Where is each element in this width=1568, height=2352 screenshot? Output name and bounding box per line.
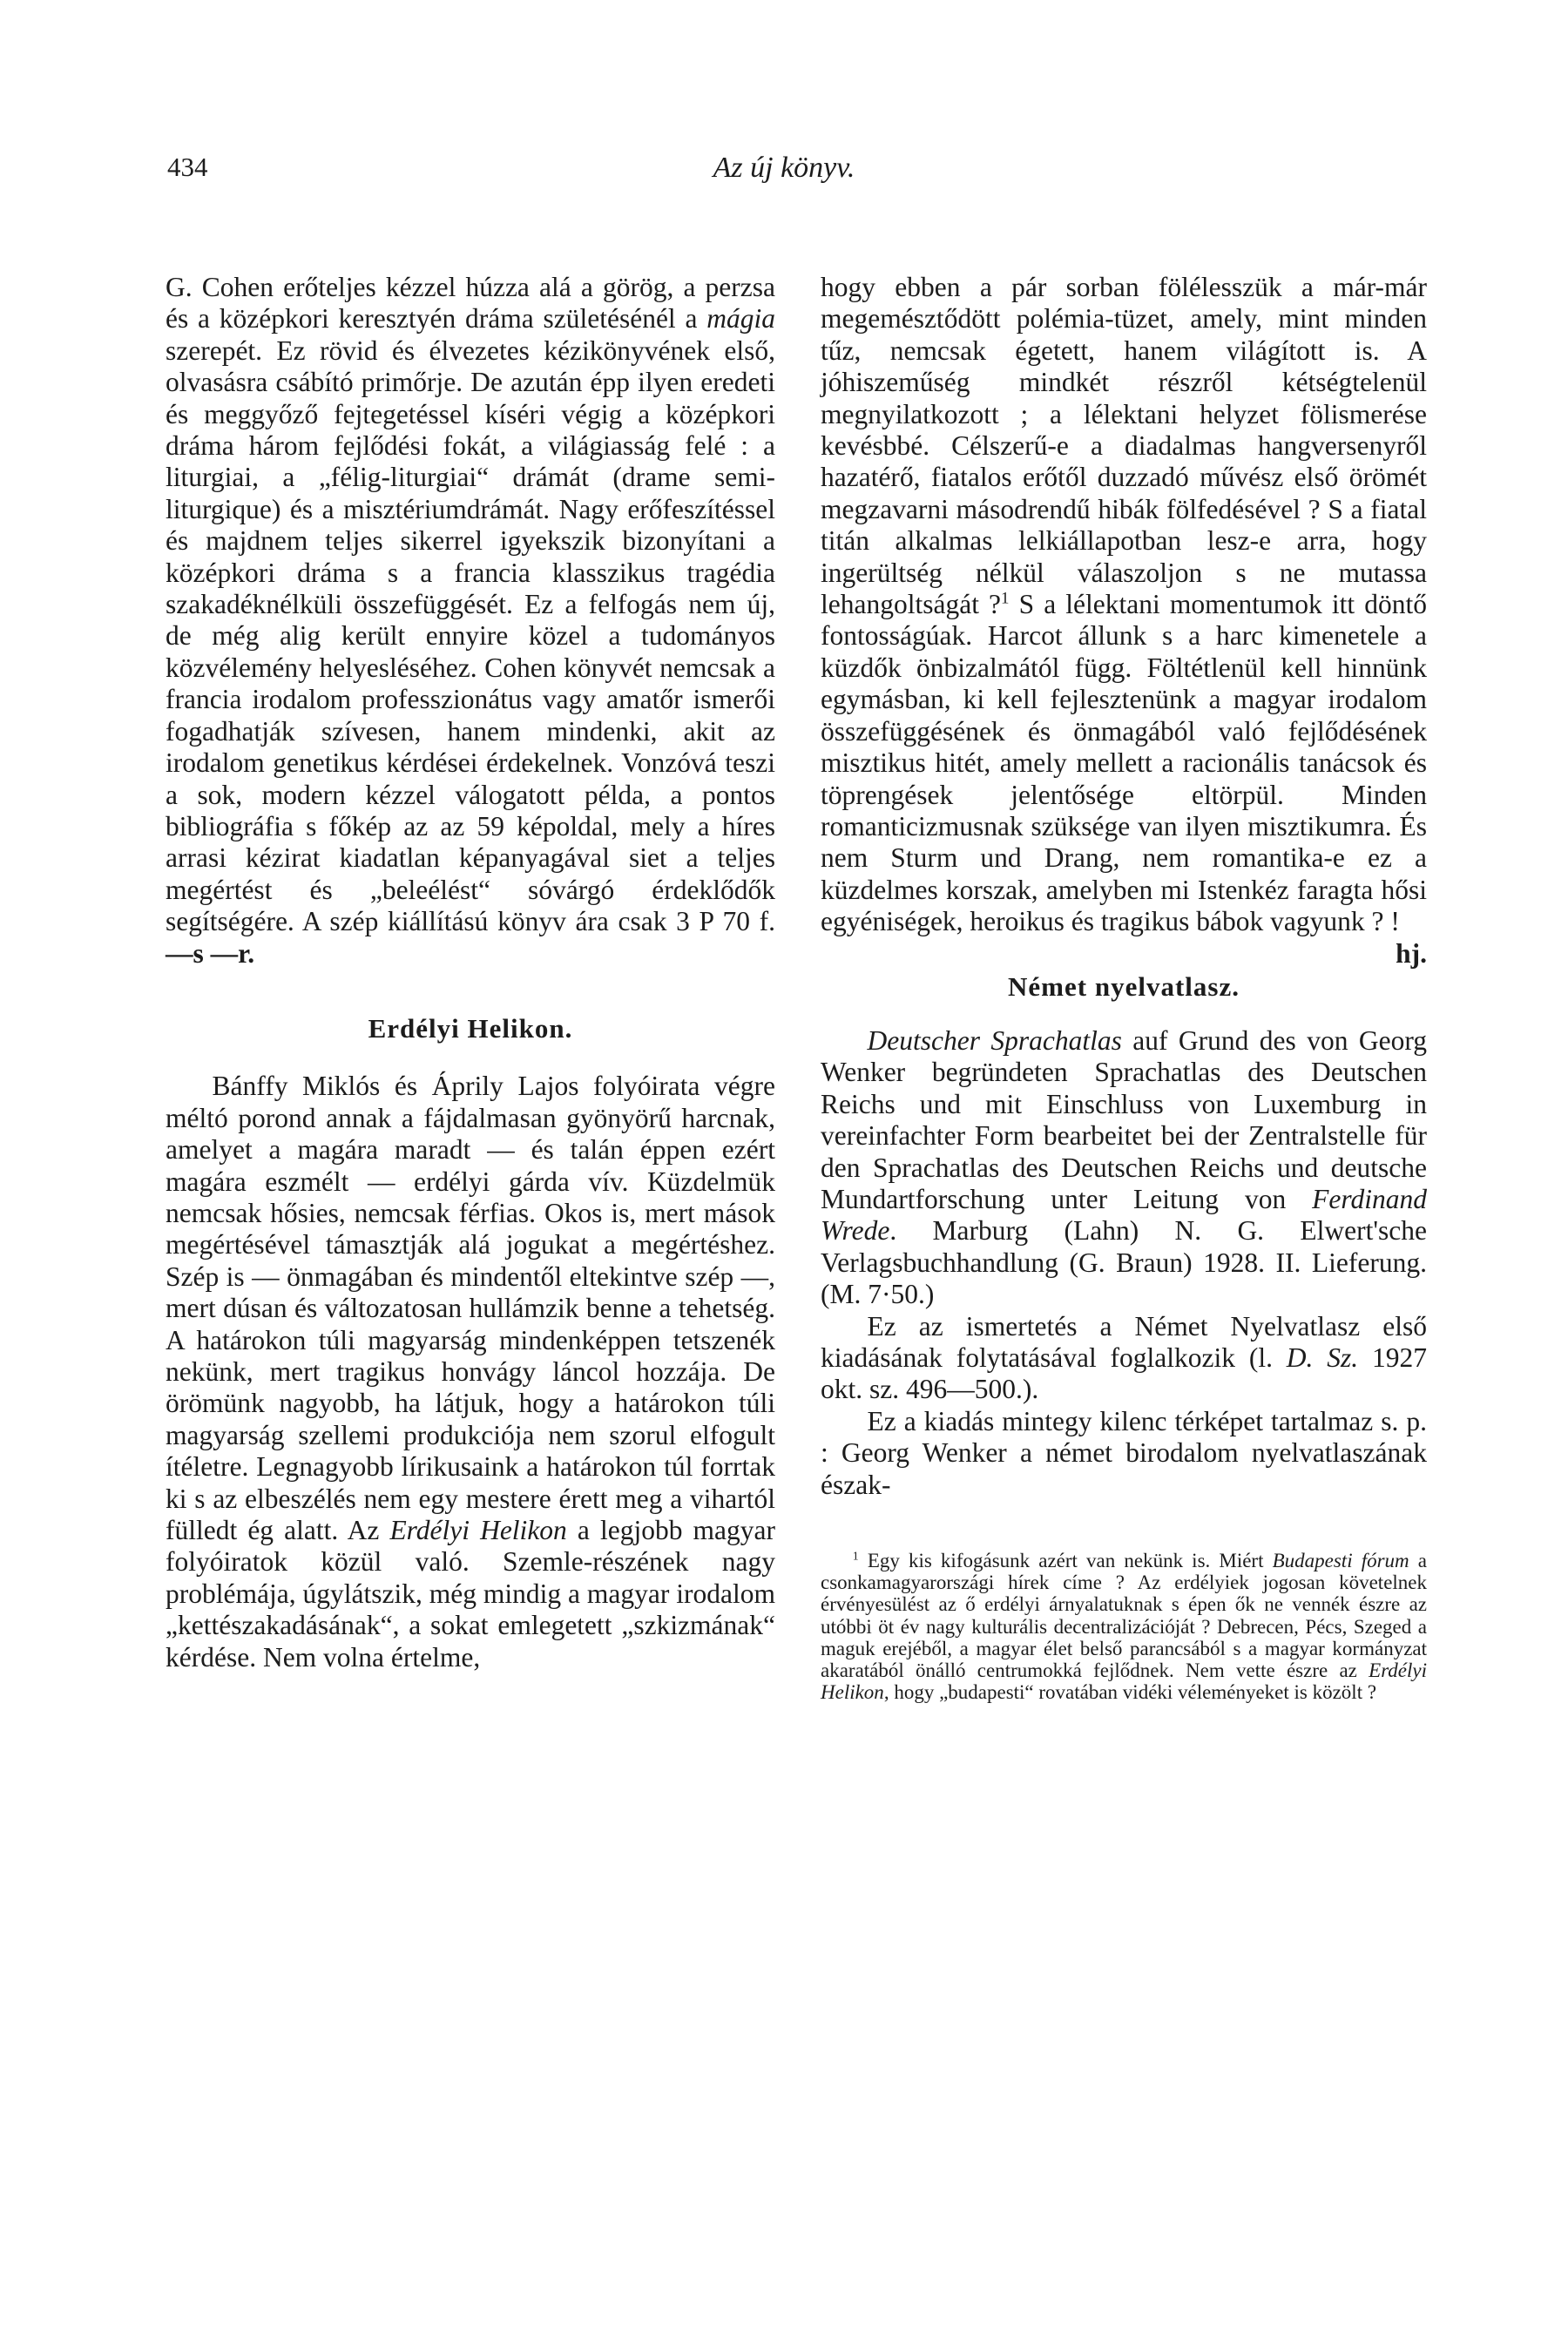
section-heading-nemet-nyelvatlasz: Német nyelvatlasz. bbox=[1008, 970, 1240, 1002]
footnote-1: $^1$ Egy kis kifogásunk azért van nekünk is. Miért Budapesti fórum a csonkamagyarországi hírek címe ? Az erdélyiek jogosan követelnek érvényesülést az ő erdélyi árnyalatuknak s épen ők ne vennék észre az utóbbi öt év nagy kulturális decentralizációját ? Debrecen, Pécs, Szeged a maguk erejéből, a magyar élet belső parancsából s a magyar kormányzat akaratából önálló centrumokká fejlődnek. Nem vette észre az Erdélyi Helikon, hogy „budapesti“ rovatában vidéki véleményeket is közölt ? bbox=[821, 1549, 1427, 1704]
helikon-review-paragraph: Bánffy Miklós és Áprily Lajos folyóirata végre méltó porond annak a fájdalmasan gyönyörű harcnak, amelyet a magára maradt — és talán éppen ezért magára eszmélt — erdélyi gárda vív. Küzdelmük nemcsak hősies, nemcsak férfias. Okos is, mert mások megértésével támasztják alá jogukat a megértéshez. Szép is — önmagában és mindentől eltekintve szép —, mert dúsan és változatosan hullámzik benne a tehetség. A határokon túli magyarság mindenképpen tetszenék nekünk, mert tragikus honvágy láncol hozzája. De örömünk nagyobb, ha látjuk, hogy a határokon túli magyarság szellemi produkciója nem szorul elfogult ítéletre. Legnagyobb lírikusaink a határokon túl forrtak ki s az elbeszélés nem egy mestere érett meg a vihartól fülledt ég alatt. Az Erdélyi Helikon a legjobb magyar folyóiratok közül való. Szemle-részének nagy problémája, úgylátszik, még mindig a magyar irodalom „kettészakadásának“, a sokat emlegetett „szkizmának“ kérdése. Nem volna értelme, bbox=[166, 1071, 776, 1673]
cohen-review-signature: —s —r. bbox=[166, 937, 255, 969]
sprachatlas-paragraph-3: Ez a kiadás mintegy kilenc térképet tartalmaz s. p. : Georg Wenker a német birodalom nyelvatlaszának észak- bbox=[821, 1405, 1427, 1500]
sprachatlas-paragraph-2: Ez az ismertetés a Német Nyelvatlasz első kiadásának folytatásával foglalkozik (l. D. Sz. 1927 okt. sz. 496—500.). bbox=[821, 1310, 1427, 1405]
sprachatlas-bibliography: Deutscher Sprachatlas auf Grund des von Georg Wenker begründeten Sprachatlas des Deutschen Reichs und mit Einschluss von Luxemburg in vereinfachter Form bearbeitet bei der Zentralstelle für den Sprachatlas des Deutschen Reichs und deutsche Mundartforschung unter Leitung von Ferdinand Wrede. Marburg (Lahn) N. G. Elwert'sche Verlagsbuchhandlung (G. Braun) 1928. II. Lieferung. (M. 7·50.) bbox=[821, 1024, 1427, 1310]
helikon-review-continuation: hogy ebben a pár sorban fölélesszük a már-már megemésztődött polémia-tüzet, amely, mint minden tűz, nemcsak égetett, hanem világított is. A jóhiszeműség mindkét részről kétségtelenül megnyilatkozott ; a lélektani helyzet fölismerése kevésbbé. Célszerű-e a diadalmas hangversenyről hazatérő, fiatalos erőtől duzzadó művész első örömét megzavarni másodrendű hibák fölfedésével ? S a fiatal titán alkalmas lelkiállapotban lesz-e arra, hogy ingerültség nélkül válaszoljon s ne mutassa lehangoltságát ?$^1$ S a lélektani momentumok itt döntő fontosságúak. Harcot állunk s a harc kimenetele a küzdők önbizalmától függ. Föltétlenül kell hinnünk egymásban, ki kell fejlesztenünk a magyar irodalom összefüggésének és önmagából való fejlődésének misztikus hitét, amely mellett a racionális tanácsok és töprengések jelentősége eltörpül. Minden romanticizmusnak szüksége van ilyen misztikumra. És nem Sturm und Drang, nem romantika-e ez a küzdelmes korszak, amelyben mi Istenkéz faragta hősi egyéniségek, heroikus és tragikus bábok vagyunk ? ! hj. bbox=[821, 272, 1428, 969]
running-title: Az új könyv. bbox=[713, 152, 855, 184]
cohen-review-paragraph: G. Cohen erőteljes kézzel húzza alá a görög, a perzsa és a középkori keresztyén dráma születésénél a mágia szerepét. Ez rövid és élvezetes kézikönyvének első, olvasásra csábító primőrje. De azután épp ilyen eredeti és meggyőző fejtegetéssel kíséri végig a középkori dráma három fejlődési fokát, a világiasság felé : a liturgiai, a „félig-liturgiai“ drámát (drame semi-liturgique) és a misztériumdrámát. Nagy erőfeszítéssel és majdnem teljes sikerrel igyekszik bizonyítani a középkori dráma s a francia klasszikus tragédia szakadéknélküli összefüggését. Ez a felfogás nem új, de még alig került ennyire közel a tudományos közvélemény helyesléséhez. Cohen könyvét nemcsak a francia irodalom professzionátus vagy amatőr ismerői fogadhatják szívesen, hanem mindenki, akit az irodalom genetikus kérdései érdekelnek. Vonzóvá teszi a sok, modern kézzel válogatott példa, a pontos bibliográfia s főkép az az 59 képoldal, mely a híres arrasi kézirat kiadatlan képanyagával siet a teljes megértést és „beleélést“ sóvárgó érdeklődők segítségére. A szép kiállítású könyv ára csak 3 P 70 f. —s —r. bbox=[166, 272, 775, 969]
section-heading-erdelyi-helikon: Erdélyi Helikon. bbox=[368, 1012, 573, 1044]
helikon-review-signature: hj. bbox=[1396, 937, 1427, 969]
footnotes bbox=[821, 1550, 1427, 1703]
page-number: 434 bbox=[167, 152, 208, 182]
footnote-reference: 1 bbox=[1001, 589, 1010, 608]
page-header bbox=[0, 152, 1568, 186]
left-column bbox=[166, 272, 775, 1673]
right-column bbox=[821, 272, 1427, 1703]
